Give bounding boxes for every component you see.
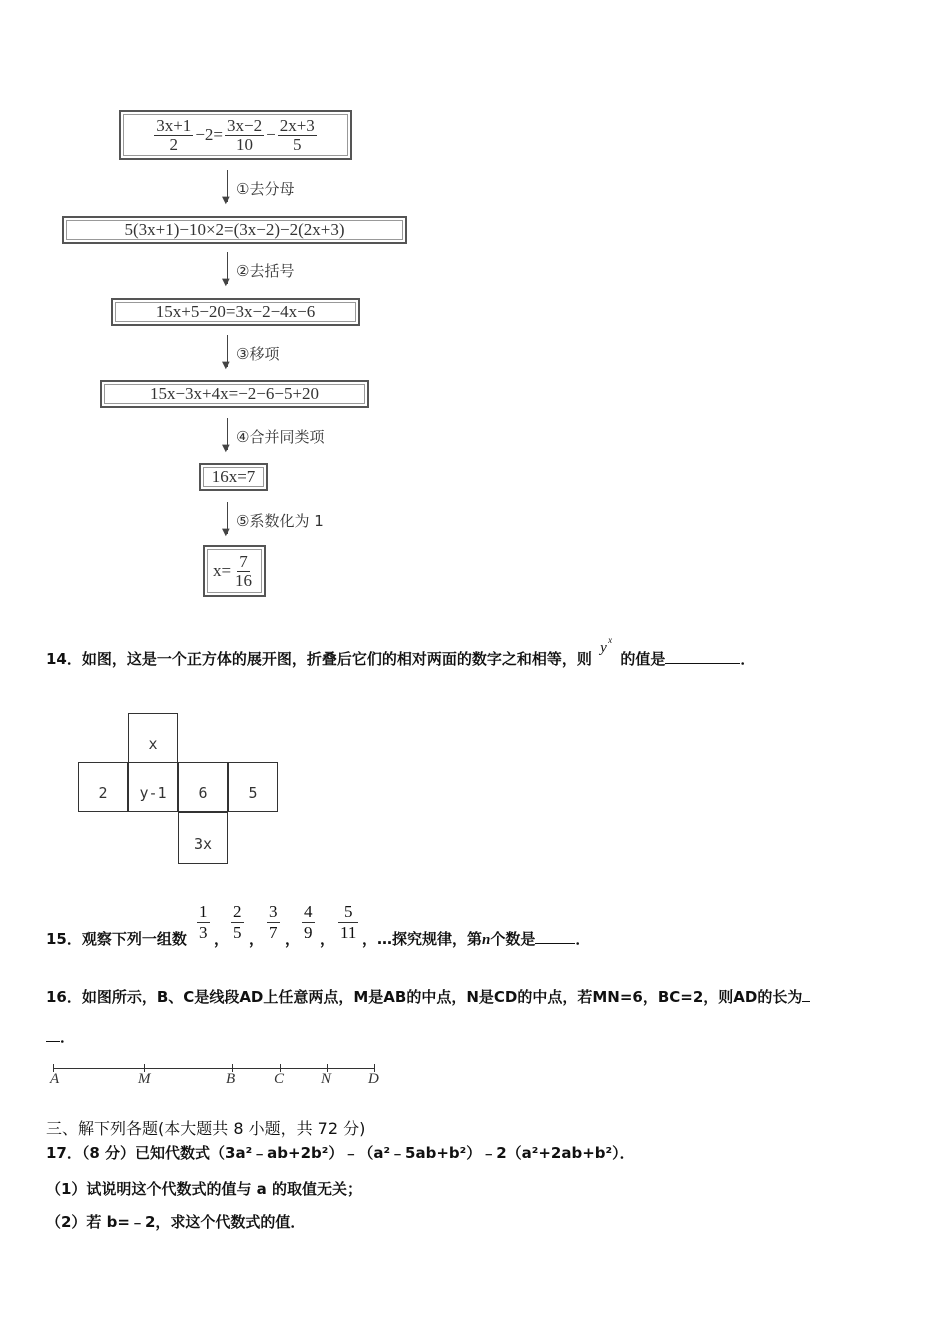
- separator: ，: [320, 930, 336, 948]
- step-label: ②去括号: [236, 262, 295, 280]
- period: ．: [60, 1028, 76, 1046]
- question-17: [46, 1142, 635, 1163]
- equation-box-step1: 5(3x+1)−10×2=(3x−2)−2(2x+3): [62, 216, 407, 244]
- question-text: ，…探究规律，第: [362, 930, 483, 948]
- question-text: 如图，这是一个正方体的展开图，折叠后它们的相对两面的数字之和相等，则: [81, 650, 592, 668]
- lhs: x=: [212, 561, 232, 580]
- question-score: （8 分）: [81, 1144, 136, 1162]
- fraction: [278, 117, 317, 154]
- numerator: 7: [239, 551, 248, 571]
- sequence-fraction: [267, 902, 280, 943]
- question-17-part2: （2）若 b=﹣2，求这个代数式的值．: [46, 1213, 306, 1231]
- equation-box-result: [203, 545, 266, 597]
- question-text: 个数是: [490, 930, 536, 948]
- equation-box-step3: 15x−3x+4x=−2−6−5+20: [100, 380, 369, 408]
- numerator: 5: [343, 902, 353, 921]
- expr-exponent: x: [608, 635, 613, 645]
- denominator: 11: [340, 923, 357, 942]
- separator: ，: [285, 930, 301, 948]
- flow-arrow: ▼: [222, 170, 234, 204]
- point-label-B: B: [226, 1071, 236, 1087]
- operator: −: [266, 125, 276, 144]
- net-face: y-1: [128, 762, 178, 812]
- numerator: 3x−2: [227, 115, 263, 135]
- sequence-fraction: [197, 902, 210, 943]
- question-16: [46, 986, 810, 1007]
- question-16-line2: [46, 1026, 75, 1047]
- variable: n: [482, 932, 491, 948]
- answer-blank[interactable]: [535, 943, 575, 944]
- flow-arrow: ▼: [222, 252, 234, 286]
- denominator: 5: [233, 923, 242, 942]
- numerator: 3: [269, 902, 278, 921]
- equation-box-step4: 16x=7: [199, 463, 268, 491]
- expression: [597, 635, 615, 664]
- answer-blank[interactable]: [665, 663, 740, 664]
- sequence-fraction: [302, 902, 315, 943]
- point-label-D: D: [368, 1071, 379, 1087]
- net-face: 2: [78, 762, 128, 812]
- step-label: ①去分母: [236, 180, 295, 198]
- point-label-C: C: [274, 1071, 285, 1087]
- net-face: 6: [178, 762, 228, 812]
- sequence-fraction: [338, 902, 358, 943]
- operator: −2=: [195, 125, 223, 144]
- separator: ，: [249, 930, 265, 948]
- period: ．: [575, 930, 591, 948]
- denominator: 10: [236, 134, 254, 154]
- section-heading: 三、解下列各题(本大题共 8 小题，共 72 分): [46, 1119, 366, 1138]
- numerator: 2x+3: [279, 115, 315, 135]
- question-15-start: [46, 928, 187, 949]
- denominator: 3: [199, 923, 208, 942]
- denominator: 2: [169, 134, 179, 154]
- net-face-bottom: 3x: [178, 812, 228, 864]
- point-label-A: A: [50, 1071, 60, 1087]
- net-face: 5: [228, 762, 278, 812]
- point-label-N: N: [321, 1071, 332, 1087]
- flow-arrow: ▼: [222, 335, 234, 369]
- question-17-part1: （1）试说明这个代数式的值与 a 的取值无关；: [46, 1180, 363, 1198]
- equation-box-original: [119, 110, 352, 160]
- question-14: [46, 635, 756, 669]
- question-number: 16．: [46, 988, 82, 1006]
- denominator: 16: [235, 570, 253, 590]
- point-label-M: M: [138, 1071, 151, 1087]
- flow-arrow: ▼: [222, 502, 234, 536]
- question-15-end: [362, 928, 590, 949]
- numerator: 4: [304, 902, 313, 921]
- question-number: 14．: [46, 650, 82, 668]
- question-text: 已知代数式（3a²﹣ab+2b²）﹣（a²﹣5ab+b²）﹣2（a²+2ab+b²）．: [135, 1144, 635, 1162]
- sequence-fraction: [231, 902, 244, 943]
- expr-base: y: [600, 640, 607, 656]
- numerator: 3x+1: [156, 115, 192, 135]
- question-text: 的值是: [620, 650, 666, 668]
- step-label: ④合并同类项: [236, 428, 325, 446]
- separator: ，: [214, 930, 230, 948]
- denominator: 5: [292, 134, 302, 154]
- numerator: 1: [199, 902, 208, 921]
- fraction: [154, 117, 193, 154]
- net-face-top: x: [128, 713, 178, 763]
- answer-blank[interactable]: [46, 1041, 60, 1042]
- question-number: 17．: [46, 1144, 82, 1162]
- answer-blank[interactable]: [802, 1001, 810, 1002]
- fraction: [233, 553, 254, 590]
- denominator: 7: [269, 923, 278, 942]
- period: ．: [740, 650, 756, 668]
- question-text: 如图所示，B、C是线段AD上任意两点，M是AB的中点，N是CD的中点，若MN=6，BC=2，则AD的长为: [81, 988, 803, 1006]
- step-label: ⑤系数化为 1: [236, 512, 324, 530]
- flow-arrow: ▼: [222, 418, 234, 452]
- fraction: [225, 117, 264, 154]
- equation-box-step2: 15x+5−20=3x−2−4x−6: [111, 298, 360, 326]
- step-label: ③移项: [236, 345, 280, 363]
- numerator: 2: [233, 902, 242, 921]
- question-number: 15．: [46, 930, 82, 948]
- question-text: 观察下列一组数: [81, 930, 187, 948]
- denominator: 9: [304, 923, 313, 942]
